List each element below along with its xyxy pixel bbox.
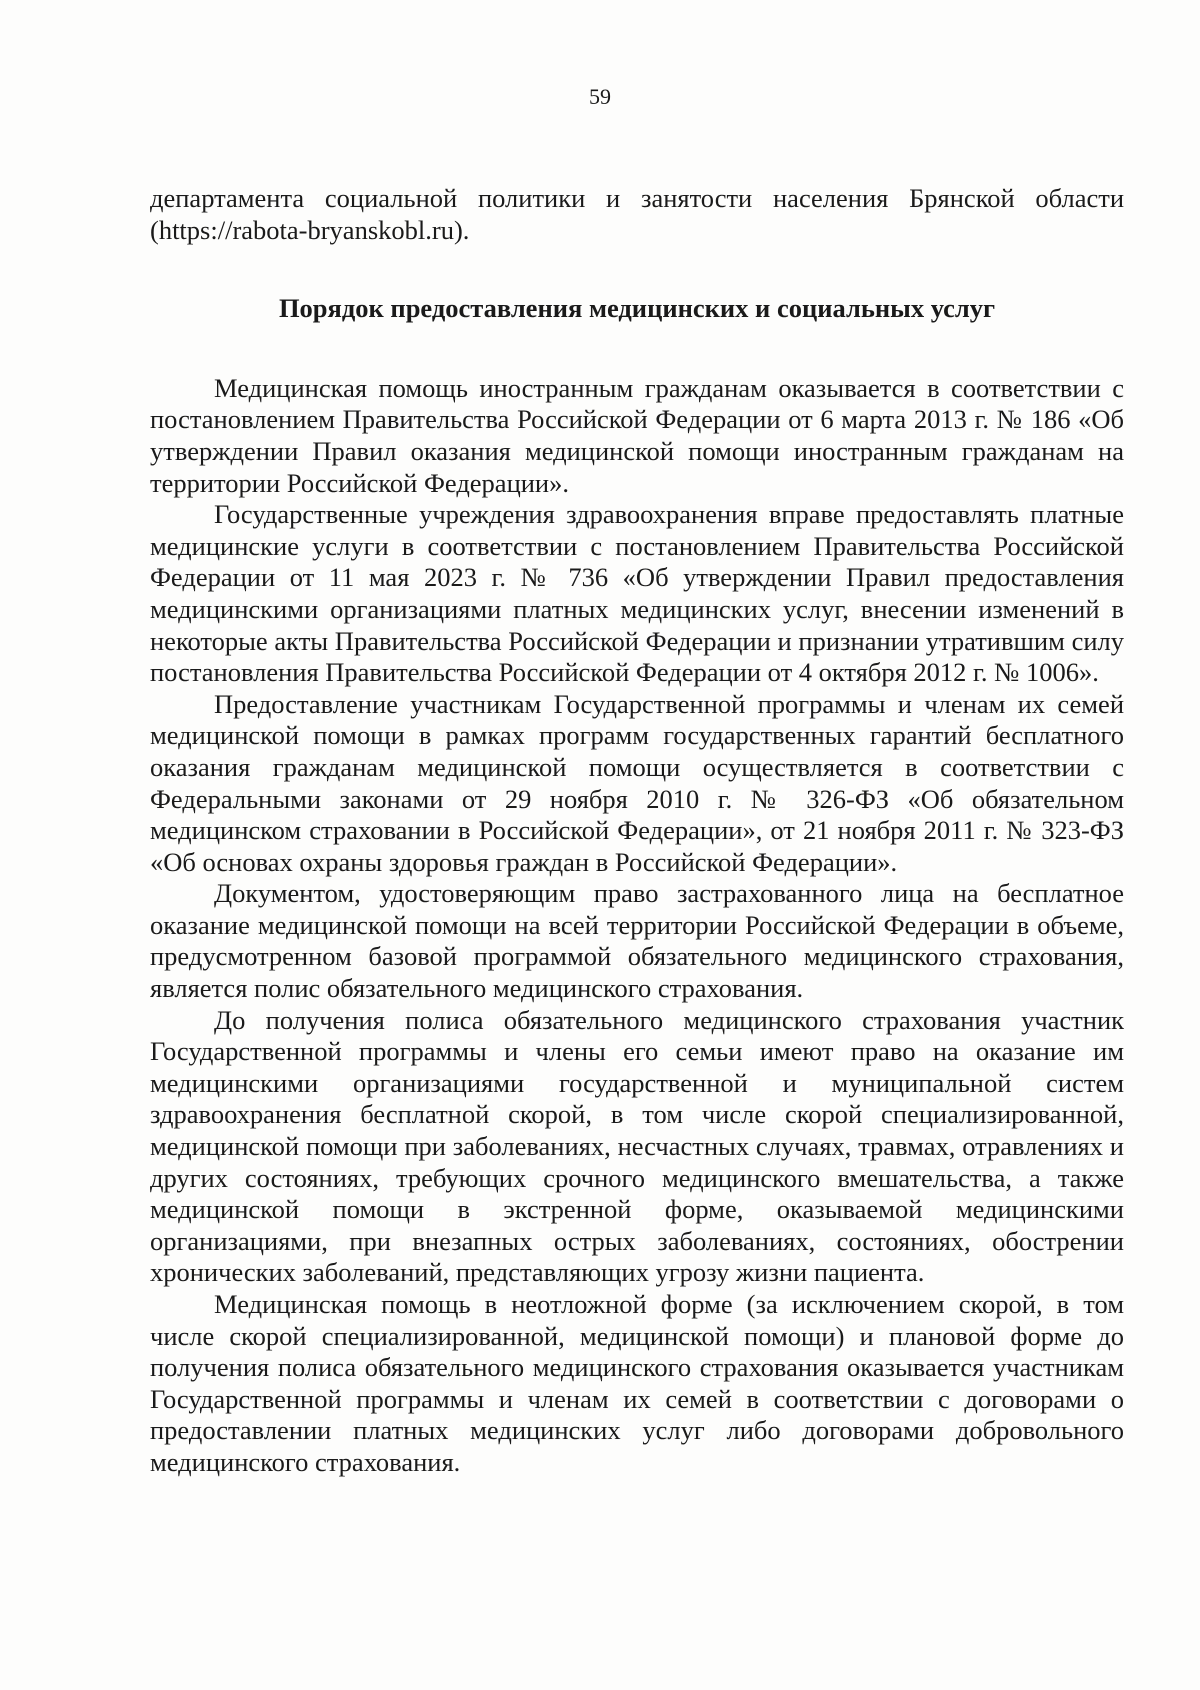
- paragraph-urgent-planned-care: Медицинская помощь в неотложной форме (за исключением скорой, в том числе скорой специализированной, медицинской помощи) и плановой форме до получения полиса обязательного медицинского страхования оказывается участникам Государственной программы и членам их семей в соответствии с договорами о предоставлении платных медицинских услуг либо договорами добровольного медицинского страхования.: [150, 1289, 1124, 1477]
- paragraph-before-policy: До получения полиса обязательного медицинского страхования участник Государственной программы и члены его семьи имеют право на оказание им медицинскими организациями государственной и муниципальной систем здравоохранения бесплатной скорой, в том числе скорой специализированной, медицинской помощи при заболеваниях, несчастных случаях, травмах, отравлениях и других состояниях, требующих срочного медицинского вмешательства, а также медицинской помощи в экстренной форме, оказываемой медицинскими организациями, при внезапных острых заболеваниях, состояниях, обострении хронических заболеваний, представляющих угрозу жизни пациента.: [150, 1004, 1124, 1288]
- section-heading: Порядок предоставления медицинских и социальных услуг: [278, 293, 996, 324]
- page-number: 59: [589, 84, 611, 109]
- intro-paragraph: департамента социальной политики и занятости населения Брянской области (https://rabota-bryanskobl.ru).: [150, 183, 1124, 245]
- paragraph-state-guarantees: Предоставление участникам Государственной программы и членам их семей медицинской помощи в рамках программ государственных гарантий бесплатного оказания гражданам медицинской помощи осуществляется в соответствии с Федеральными законами от 29 ноября 2010 г. № 326-ФЗ «Об обязательном медицинском страховании в Российской Федерации», от 21 ноября 2011 г. № 323-ФЗ «Об основах охраны здоровья граждан в Российской Федерации».: [150, 688, 1124, 877]
- paragraph-paid-services: Государственные учреждения здравоохранения вправе предоставлять платные медицинские услуги в соответствии с постановлением Правительства Российской Федерации от 11 мая 2023 г. № 736 «Об утверждении Правил предоставления медицинскими организациями платных медицинских услуг, внесении изменений в некоторые акты Правительства Российской Федерации и признании утратившим силу постановления Правительства Российской Федерации от 4 октября 2012 г. № 1006».: [150, 499, 1124, 688]
- paragraph-medical-care-foreigners: Медицинская помощь иностранным гражданам оказывается в соответствии с постановлением Правительства Российской Федерации от 6 марта 2013 г. № 186 «Об утверждении Правил оказания медицинской помощи иностранным гражданам на территории Российской Федерации».: [150, 372, 1124, 498]
- page-content: [150, 183, 1124, 1479]
- paragraph-insurance-policy: Документом, удостоверяющим право застрахованного лица на бесплатное оказание медицинской помощи на всей территории Российской Федерации в объеме, предусмотренном базовой программой обязательного медицинского страхования, является полис обязательного медицинского страхования.: [150, 878, 1124, 1004]
